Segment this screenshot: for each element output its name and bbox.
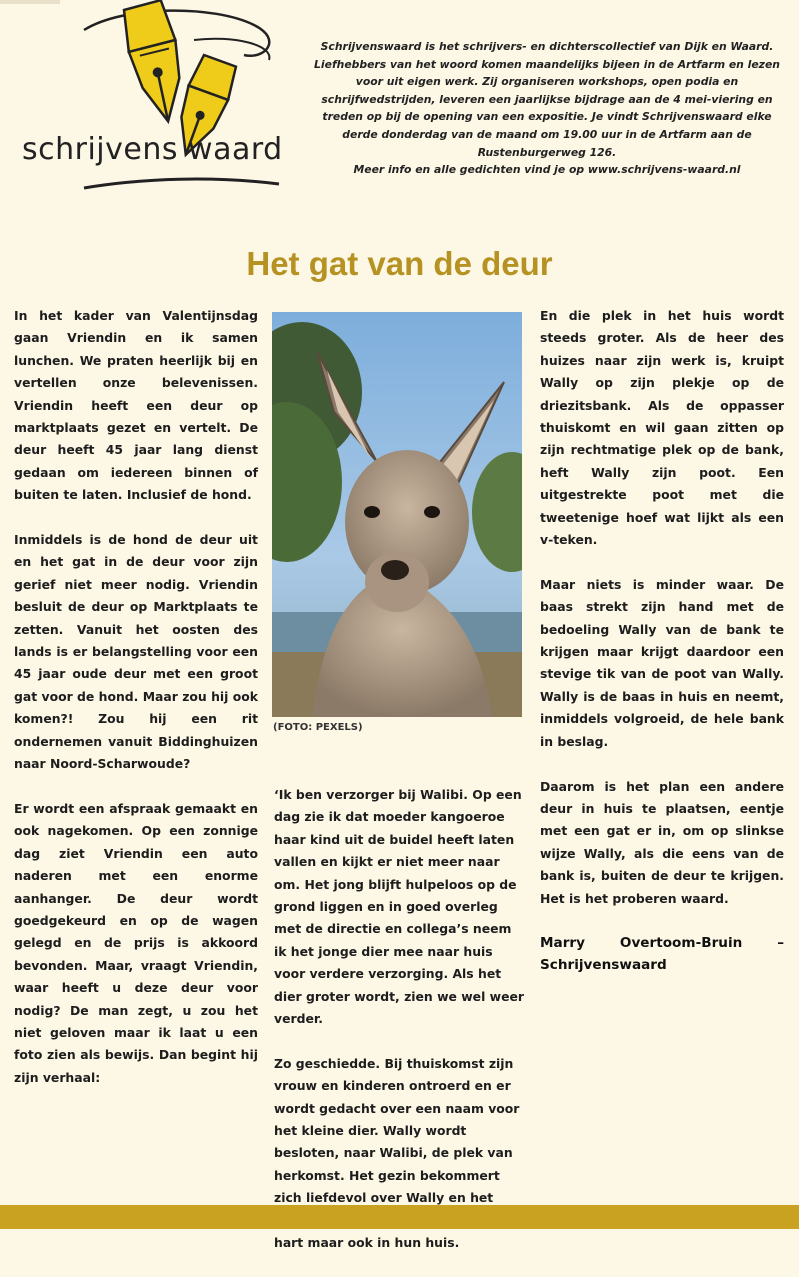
logo-wordmark: schrijvens waard [22, 132, 283, 167]
paragraph: Er wordt een afspraak gemaakt en ook nagekomen. Op een zonnige dag ziet Vriendin een auto naderen met een enorme aanhanger. De deur wordt goedgekeurd en op de wagen gelegd en de prijs is akkoord bevonden. Maar, vraagt Vriendin, waar heeft u deze deur voor nodig? De man zegt, u zou het niet geloven maar ik laat u een foto zien als bewijs. Dan begint hij zijn verhaal: [14, 800, 258, 1085]
paragraph: In het kader van Valentijnsdag gaan Vriendin en ik samen lunchen. We praten heerlijk bij en vertellen onze belevenissen. Vriendin heeft een deur op marktplaats gezet en vertelt. De deur heeft 45 jaar lang dienst gedaan om iedereen binnen of buiten te laten. Inclusief de hond. [14, 308, 258, 503]
author-byline: Marry Overtoom-Bruin – Schrijvenswaard [540, 935, 784, 974]
intro-text: Schrijvenswaard is het schrijvers- en dichterscollectief van Dijk en Waard. Liefhebbers van het woord komen maandelijks bijeen in de Artfarm en lezen voor uit eigen werk. Zij organiseren workshops, open podia en schrijfwedstrijden, leveren een jaarlijkse bijdrage aan de 4 mei-viering en treden op bij de opening van een expositie. Je vindt Schrijvenswaard elke derde donderdag van de maand om 19.00 uur in de Artfarm aan de Rustenburgerweg 126. [314, 40, 780, 159]
paragraph: Inmiddels is de hond de deur uit en het gat in de deur voor zijn gerief niet meer nodig. Vriendin besluit de deur op Marktplaats te zetten. Vanuit het oosten des lands is er belangstelling voor een 45 jaar oude deur met een groot gat voor de hond. Maar zou hij ook komen?! Zou hij een rit ondernemen vanuit Biddinghuizen naar Noord-Scharwoude? [14, 532, 258, 772]
header [0, 0, 799, 210]
paragraph: En die plek in het huis wordt steeds groter. Als de heer des huizes naar zijn werk is, kruipt Wally op zijn plekje op de driezitsbank. Als de oppasser thuiskomt en wil gaan zitten op zijn rechtmatige plek op de bank, heft Wally zijn poot. Een uitgestrekte poot met die tweetenige hoef wat lijkt als een v-teken. [540, 308, 784, 548]
more-info-link[interactable]: Meer info en alle gedichten vind je op www.schrijvens-waard.nl [353, 163, 741, 177]
kangaroo-photo [272, 312, 522, 717]
footer-bar [0, 1205, 799, 1229]
paragraph: Daarom is het plan een andere deur in huis te plaatsen, eentje met een gat er in, om op slinkse wijze Wally, als die eens van de bank is, buiten de deur te krijgen. Het is het proberen waard. [540, 778, 784, 906]
kangaroo-image [272, 312, 522, 717]
intro-blurb [312, 38, 782, 179]
article-column-3 [540, 305, 784, 999]
paragraph: ‘Ik ben verzorger bij Walibi. Op een dag zie ik dat moeder kangoeroe haar kind uit de buidel heeft laten vallen en kijkt er niet meer naar om. Het jong blijft hulpeloos op de grond liggen en in goed overleg met de directie en collega’s neem ik het jonge dier mee naar huis voor verdere verzorging. Als het dier groter wordt, zien we wel weer verder. [274, 787, 525, 1027]
article-column-1 [14, 305, 258, 1112]
schrijvenswaard-logo [14, 0, 304, 205]
pen-nibs-icon [14, 0, 304, 205]
paragraph: Zo geschiedde. Bij thuiskomst zijn vrouw en kinderen ontroerd en er wordt gedacht over een naam voor het kleine dier. Wally wordt besloten, naar Walibi, de plek van herkomst. Het gezin bekommert zich liefdevol over Wally en het hart maar ook in hun huis. [274, 1055, 520, 1251]
photo-credit: (FOTO: PEXELS) [273, 722, 363, 733]
article-column-2 [274, 784, 524, 1277]
article-title: Het gat van de deur [246, 245, 553, 282]
paragraph: Maar niets is minder waar. De baas strekt zijn hand met de bedoeling Wally van de bank te krijgen maar krijgt daardoor een stevige tik van de poot van Wally. Wally is de baas in huis en neemt, inmiddels volgroeid, de hele bank in beslag. [540, 576, 784, 749]
